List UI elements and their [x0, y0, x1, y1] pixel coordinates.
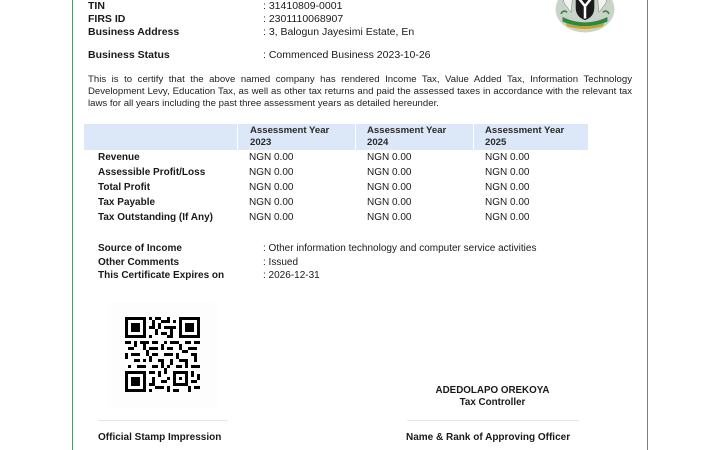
- cell-value: NGN 0.00: [367, 167, 412, 178]
- expiry-value: : 2026-12-31: [263, 270, 320, 281]
- page-border-left: [72, 0, 73, 450]
- business-status-value: : Commenced Business 2023-10-26: [263, 49, 431, 61]
- officer-name: ADEDOLAPO OREKOYA: [435, 385, 550, 396]
- column-divider: [355, 124, 356, 150]
- cell-value: NGN 0.00: [485, 212, 530, 223]
- page-border-right: [647, 0, 648, 450]
- expiry-label: This Certificate Expires on: [98, 270, 225, 281]
- header-year-2024: [367, 125, 446, 148]
- officer-divider: [407, 420, 579, 421]
- qr-code-icon[interactable]: [125, 317, 200, 392]
- business-address-label: Business Address: [88, 26, 180, 38]
- header-year-2023: [250, 125, 329, 148]
- stamp-divider: [98, 420, 228, 421]
- tin-label: TIN: [88, 0, 105, 12]
- row-label-assessible-profit: Assessible Profit/Loss: [98, 167, 206, 178]
- source-of-income-label: Source of Income: [98, 243, 182, 254]
- cell-value: NGN 0.00: [485, 182, 530, 193]
- officer-caption: Name & Rank of Approving Officer: [406, 432, 571, 443]
- business-address-value: : 3, Balogun Jayesimi Estate, En: [263, 26, 415, 38]
- cell-value: NGN 0.00: [485, 152, 530, 163]
- cell-value: NGN 0.00: [367, 182, 412, 193]
- cell-value: NGN 0.00: [249, 212, 294, 223]
- cell-value: NGN 0.00: [249, 167, 294, 178]
- row-label-tax-outstanding: Tax Outstanding (If Any): [98, 212, 213, 223]
- cell-value: NGN 0.00: [249, 182, 294, 193]
- header-year: 2025: [485, 136, 507, 148]
- cell-value: NGN 0.00: [367, 197, 412, 208]
- header-year: 2023: [250, 136, 272, 148]
- approving-officer: [405, 385, 580, 409]
- row-label-revenue: Revenue: [98, 152, 140, 163]
- cell-value: NGN 0.00: [485, 167, 530, 178]
- nigeria-coat-of-arms-icon: [546, 0, 624, 34]
- header-label: Assessment Year: [250, 125, 330, 136]
- officer-rank: Tax Controller: [459, 397, 526, 408]
- assessment-table-header: [84, 124, 588, 150]
- stamp-label: Official Stamp Impression: [98, 432, 222, 443]
- cell-value: NGN 0.00: [249, 197, 294, 208]
- firs-id-label: FIRS ID: [88, 13, 126, 25]
- cell-value: NGN 0.00: [367, 152, 412, 163]
- certification-text: This is to certify that the above named company has rendered Income Tax, Value Added Tax, Information Technology Development Levy, Education Tax, as well as other tax returns and paid the assessed taxes in accordance with the relevant tax laws for all years including the past three assessment years as detailed hereunder.: [88, 74, 632, 109]
- column-divider: [237, 124, 238, 150]
- cell-value: NGN 0.00: [367, 212, 412, 223]
- row-label-tax-payable: Tax Payable: [98, 197, 156, 208]
- header-year: 2024: [367, 136, 389, 148]
- source-of-income-value: : Other information technology and computer service activities: [263, 243, 537, 254]
- other-comments-label: Other Comments: [98, 257, 180, 268]
- column-divider: [473, 124, 474, 150]
- row-label-total-profit: Total Profit: [98, 182, 151, 193]
- cell-value: NGN 0.00: [249, 152, 294, 163]
- other-comments-value: : Issued: [263, 257, 299, 268]
- tin-value: : 31410809-0001: [263, 0, 343, 12]
- header-label: Assessment Year: [367, 125, 447, 136]
- firs-id-value: : 2301110068907: [263, 13, 344, 25]
- header-label: Assessment Year: [485, 125, 565, 136]
- cell-value: NGN 0.00: [485, 197, 530, 208]
- business-status-label: Business Status: [88, 49, 170, 61]
- header-year-2025: [485, 125, 564, 148]
